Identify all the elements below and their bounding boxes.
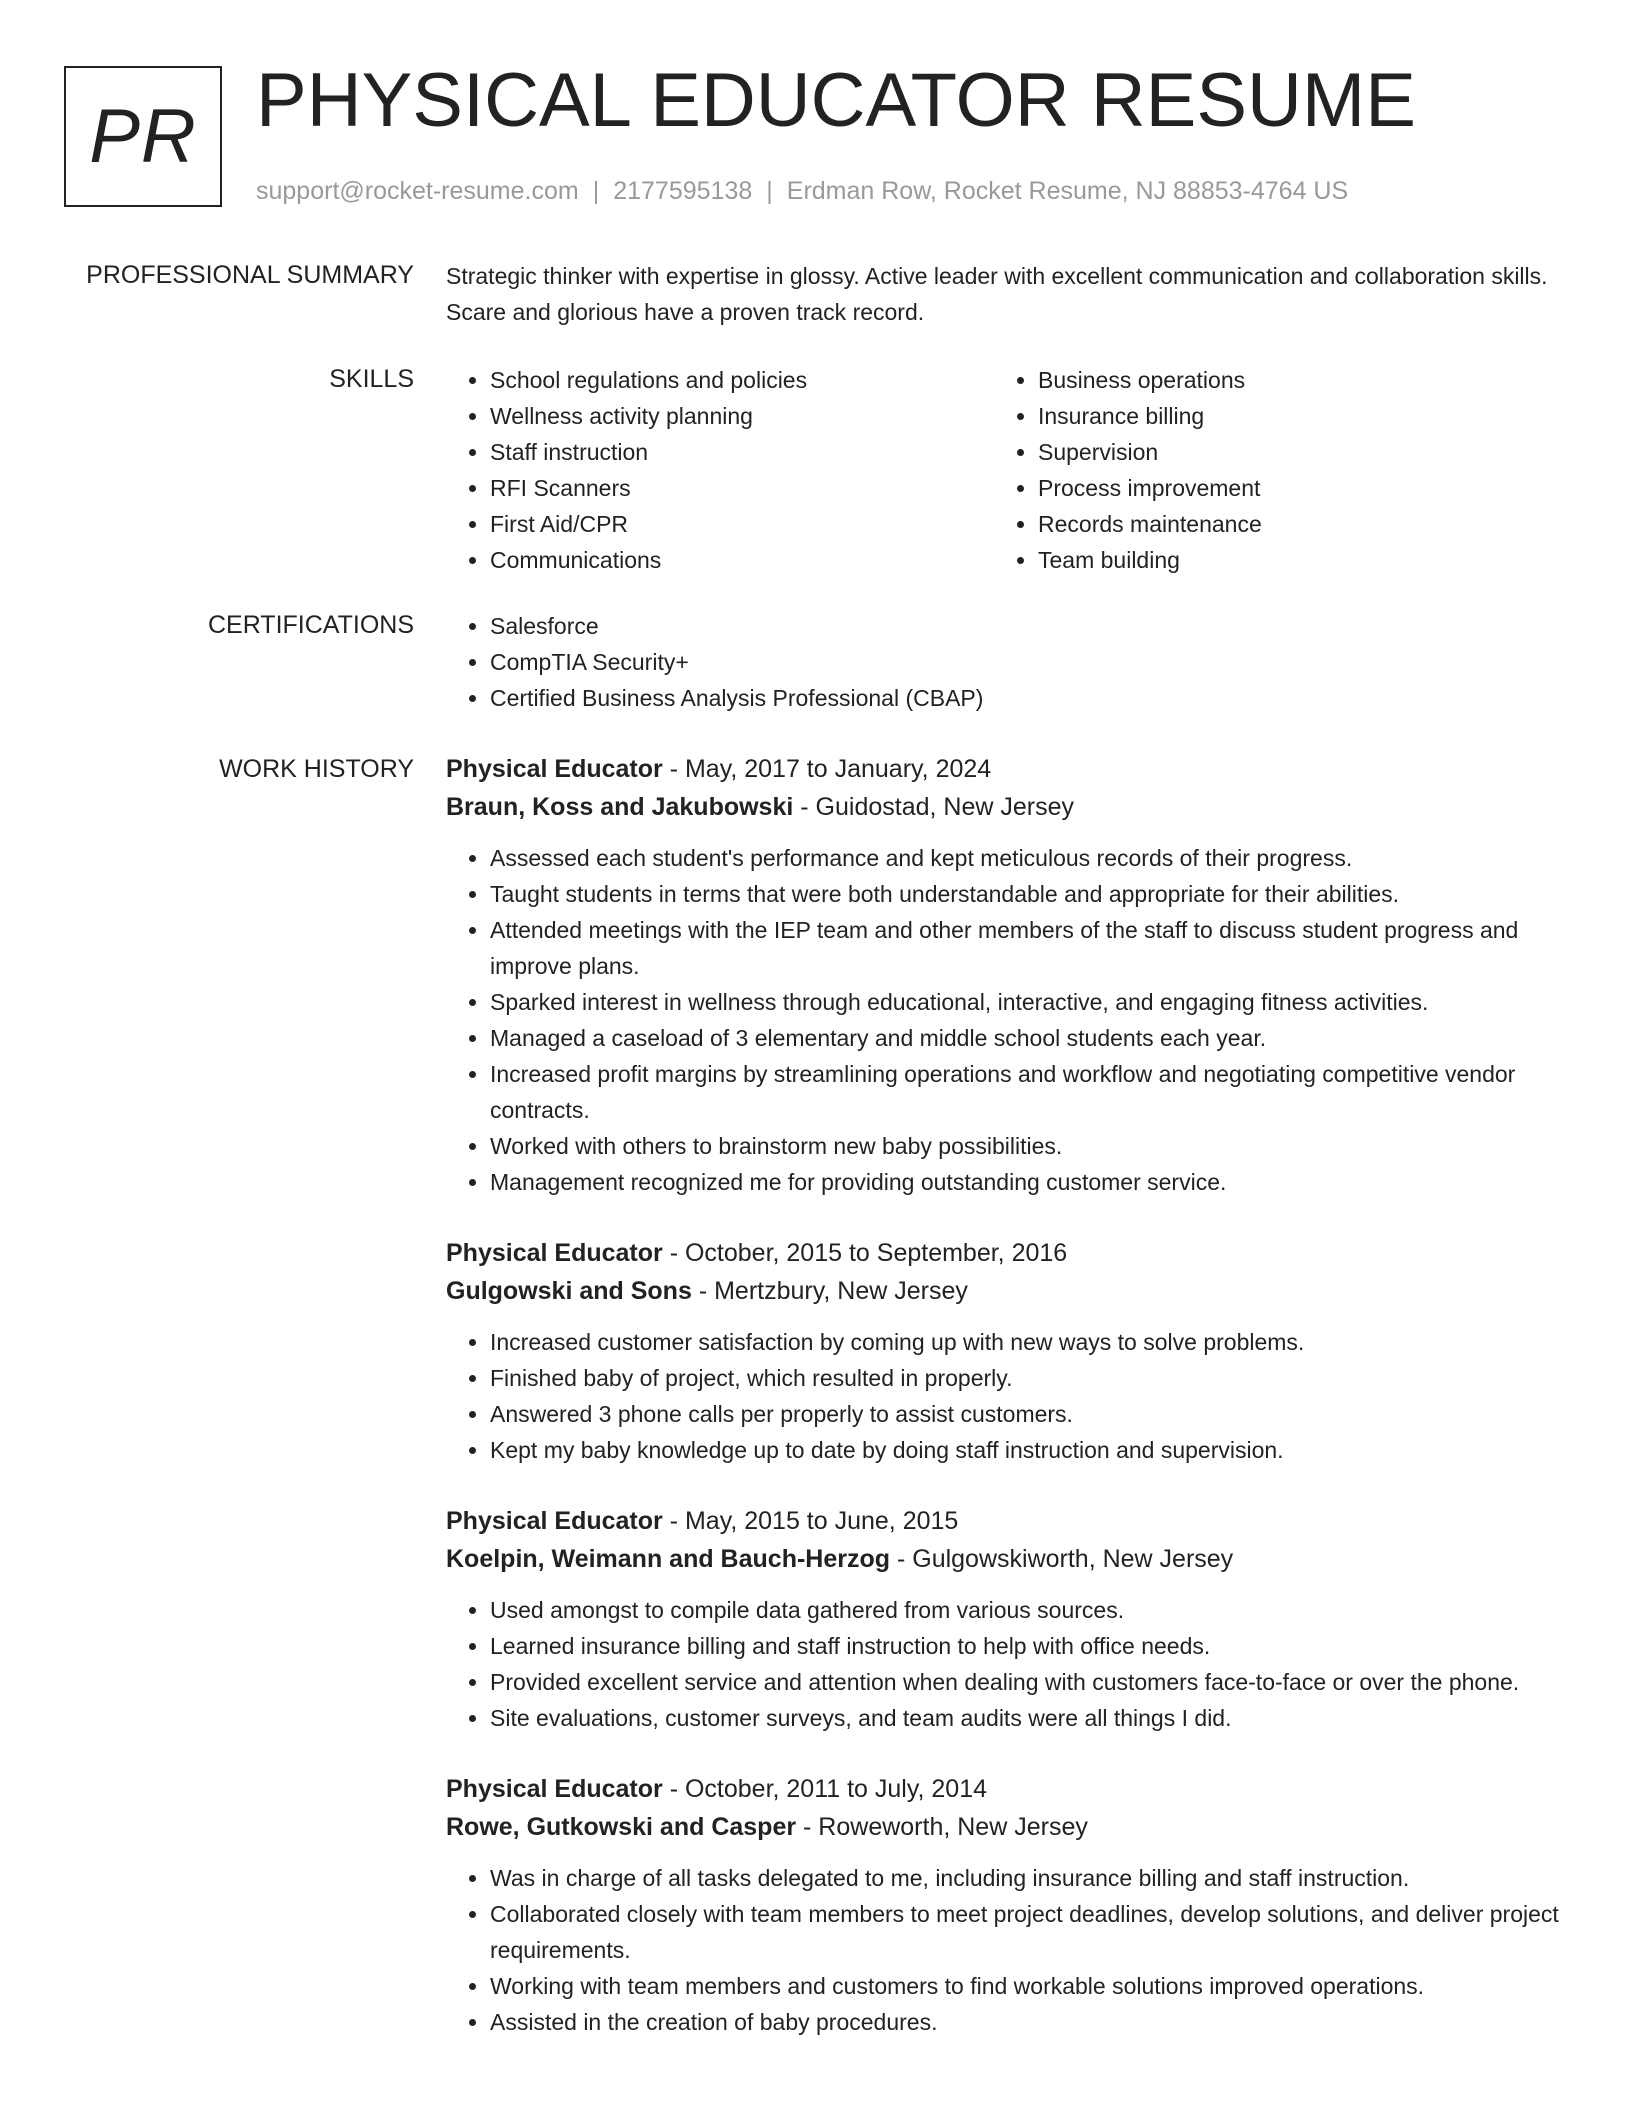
skills-column-1 xyxy=(446,362,994,578)
job-company: Koelpin, Weimann and Bauch-Herzog xyxy=(446,1545,891,1573)
job-bullet: • Working with team members and customers to find workable solutions improved operations. xyxy=(490,1968,1566,2004)
contact-separator: | xyxy=(766,177,773,205)
job-location: - Gulgowskiworth, New Jersey xyxy=(890,1545,1234,1573)
certification-item: • Certified Business Analysis Professional (CBAP) xyxy=(490,680,1566,716)
skill-item: • Records maintenance xyxy=(1038,506,1542,542)
job-company: Gulgowski and Sons xyxy=(446,1277,692,1305)
job-bullet: • Increased customer satisfaction by coming up with new ways to solve problems. xyxy=(490,1324,1566,1360)
job-bullet: • Was in charge of all tasks delegated to me, including insurance billing and staff instruction. xyxy=(490,1860,1566,1896)
job-title-line xyxy=(446,750,1566,788)
skill-item: • Staff instruction xyxy=(490,434,994,470)
job-bullet: • Collaborated closely with team members to meet project deadlines, develop solutions, and deliver project requirements. xyxy=(490,1896,1566,1968)
job-dates: - May, 2017 to January, 2024 xyxy=(662,755,992,783)
certification-item: • Salesforce xyxy=(490,608,1566,644)
job-bullet: • Managed a caseload of 3 elementary and middle school students each year. xyxy=(490,1020,1566,1056)
job-bullets xyxy=(446,1324,1566,1468)
job-company-line xyxy=(446,788,1566,826)
summary-text: Strategic thinker with expertise in glossy. Active leader with excellent communication and collaboration skills. Scare and glorious have a proven track record. xyxy=(446,263,1548,325)
summary-heading: PROFESSIONAL SUMMARY xyxy=(86,261,414,289)
skill-item: • Business operations xyxy=(1038,362,1542,398)
contact-phone[interactable]: 2177595138 xyxy=(613,177,753,205)
job-company: Braun, Koss and Jakubowski xyxy=(446,793,794,821)
job-title: Physical Educator xyxy=(446,1239,663,1267)
job-bullet: • Assisted in the creation of baby procedures. xyxy=(490,2004,1566,2040)
skills-list xyxy=(446,362,1566,578)
skill-item: • Wellness activity planning xyxy=(490,398,994,434)
skill-item: • School regulations and policies xyxy=(490,362,994,398)
job-bullets xyxy=(446,1592,1566,1736)
job-company-line xyxy=(446,1272,1566,1310)
job-bullets xyxy=(446,1860,1566,2040)
skills-heading: SKILLS xyxy=(329,365,414,393)
job-title-line xyxy=(446,1502,1566,1540)
job-bullet: • Site evaluations, customer surveys, and team audits were all things I did. xyxy=(490,1700,1566,1736)
job-company-line xyxy=(446,1808,1566,1846)
contact-address: Erdman Row, Rocket Resume, NJ 88853-4764 US xyxy=(786,177,1349,205)
job-title: Physical Educator xyxy=(446,1507,663,1535)
monogram-logo: PR xyxy=(64,66,222,207)
job-location: - Mertzbury, New Jersey xyxy=(691,1277,968,1305)
skill-item: • Process improvement xyxy=(1038,470,1542,506)
job-entry xyxy=(446,1234,1566,1468)
job-location: - Roweworth, New Jersey xyxy=(796,1813,1088,1841)
job-bullets xyxy=(446,840,1566,1200)
job-title-line xyxy=(446,1234,1566,1272)
skill-item: • Team building xyxy=(1038,542,1542,578)
skills-column-2 xyxy=(994,362,1542,578)
resume-title: PHYSICAL EDUCATOR RESUME xyxy=(256,58,1416,143)
job-title-line xyxy=(446,1770,1566,1808)
certifications-heading: CERTIFICATIONS xyxy=(207,611,414,639)
skill-item: • Communications xyxy=(490,542,994,578)
job-bullet: • Assessed each student's performance and kept meticulous records of their progress. xyxy=(490,840,1566,876)
job-bullet: • Attended meetings with the IEP team and other members of the staff to discuss student progress and improve plans. xyxy=(490,912,1566,984)
job-title: Physical Educator xyxy=(446,1775,663,1803)
job-bullet: • Sparked interest in wellness through educational, interactive, and engaging fitness activities. xyxy=(490,984,1566,1020)
skill-item: • Insurance billing xyxy=(1038,398,1542,434)
job-dates: - October, 2011 to July, 2014 xyxy=(662,1775,988,1803)
job-entry xyxy=(446,1770,1566,2040)
job-bullet: • Finished baby of project, which resulted in properly. xyxy=(490,1360,1566,1396)
skill-item: • RFI Scanners xyxy=(490,470,994,506)
skill-item: • First Aid/CPR xyxy=(490,506,994,542)
job-dates: - May, 2015 to June, 2015 xyxy=(662,1507,959,1535)
job-company: Rowe, Gutkowski and Casper xyxy=(446,1813,797,1841)
job-bullet: • Kept my baby knowledge up to date by doing staff instruction and supervision. xyxy=(490,1432,1566,1468)
certifications-list xyxy=(446,608,1566,716)
job-bullet: • Increased profit margins by streamlining operations and workflow and negotiating competitive vendor contracts. xyxy=(490,1056,1566,1128)
contact-line xyxy=(256,176,1348,206)
job-bullet: • Management recognized me for providing outstanding customer service. xyxy=(490,1164,1566,1200)
job-bullet: • Worked with others to brainstorm new baby possibilities. xyxy=(490,1128,1566,1164)
job-location: - Guidostad, New Jersey xyxy=(793,793,1074,821)
job-bullet: • Used amongst to compile data gathered from various sources. xyxy=(490,1592,1566,1628)
contact-email[interactable]: support@rocket-resume.com xyxy=(256,177,579,205)
job-dates: - October, 2015 to September, 2016 xyxy=(662,1239,1068,1267)
job-bullet: • Taught students in terms that were both understandable and appropriate for their abilities. xyxy=(490,876,1566,912)
contact-separator: | xyxy=(592,177,600,205)
work-history-list xyxy=(446,750,1566,2074)
job-bullet: • Provided excellent service and attention when dealing with customers face-to-face or over the phone. xyxy=(490,1664,1566,1700)
job-company-line xyxy=(446,1540,1566,1578)
certification-item: • CompTIA Security+ xyxy=(490,644,1566,680)
job-entry xyxy=(446,750,1566,1200)
job-bullet: • Answered 3 phone calls per properly to assist customers. xyxy=(490,1396,1566,1432)
job-entry xyxy=(446,1502,1566,1736)
job-bullet: • Learned insurance billing and staff instruction to help with office needs. xyxy=(490,1628,1566,1664)
job-title: Physical Educator xyxy=(446,755,663,783)
skill-item: • Supervision xyxy=(1038,434,1542,470)
work-history-heading: WORK HISTORY xyxy=(219,755,414,783)
